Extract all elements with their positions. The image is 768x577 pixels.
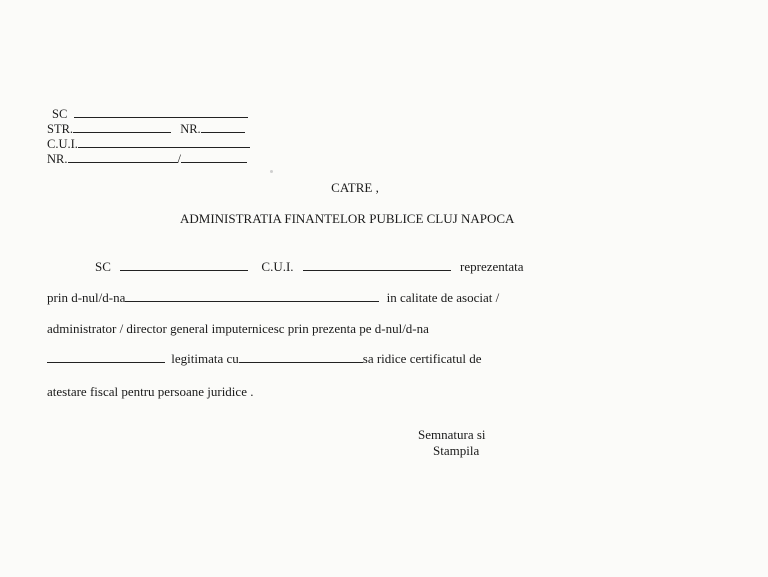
body-legitimated: legitimata cu [171, 351, 239, 366]
body-by-prefix: prin d-nul/d-na [47, 290, 126, 305]
body-sc-blank [120, 259, 248, 271]
body-cui-blank [303, 259, 451, 271]
body-line-4 [47, 351, 482, 366]
header-cui-line [47, 136, 250, 152]
signature-line-2: Stampila [433, 443, 480, 458]
catre-heading: CATRE , [331, 180, 379, 195]
header-str-blank [73, 121, 171, 133]
body-line-2 [47, 290, 499, 305]
body-capacity: in calitate de asociat / [386, 290, 500, 305]
header-nr2-blank-a [68, 151, 178, 163]
header-cui-label: C.U.I. [47, 137, 78, 151]
body-line-3: administrator / director general imputernicesc prin prezenta pe d-nul/d-na [47, 321, 429, 336]
scan-speck [270, 170, 273, 173]
body-line-5: atestare fiscal pentru persoane juridice . [47, 384, 254, 399]
header-nr2-blank-b [181, 151, 247, 163]
header-sc-label: SC [52, 107, 68, 121]
header-nr-blank [201, 121, 245, 133]
body-line-1 [95, 259, 524, 274]
header-cui-blank [78, 136, 250, 148]
body-by-blank [125, 290, 379, 302]
header-nr-label: NR. [180, 122, 201, 136]
signature-line-1: Semnatura si [418, 427, 486, 442]
header-nr2-label: NR. [47, 152, 68, 166]
header-nr2-line [47, 151, 247, 167]
body-represented: reprezentata [460, 259, 524, 274]
header-sc-blank [74, 106, 248, 118]
header-slash: / [177, 152, 181, 166]
body-cui-label: C.U.I. [261, 259, 294, 274]
institution-heading: ADMINISTRATIA FINANTELOR PUBLICE CLUJ NAPOCA [180, 211, 515, 226]
header-str-label: STR. [47, 122, 74, 136]
body-sc-label: SC [95, 259, 111, 274]
header-sc-line [52, 106, 248, 122]
header-str-line [47, 121, 245, 137]
body-id-blank [239, 351, 363, 363]
body-collect: sa ridice certificatul de [362, 351, 482, 366]
body-name-blank [47, 351, 165, 363]
